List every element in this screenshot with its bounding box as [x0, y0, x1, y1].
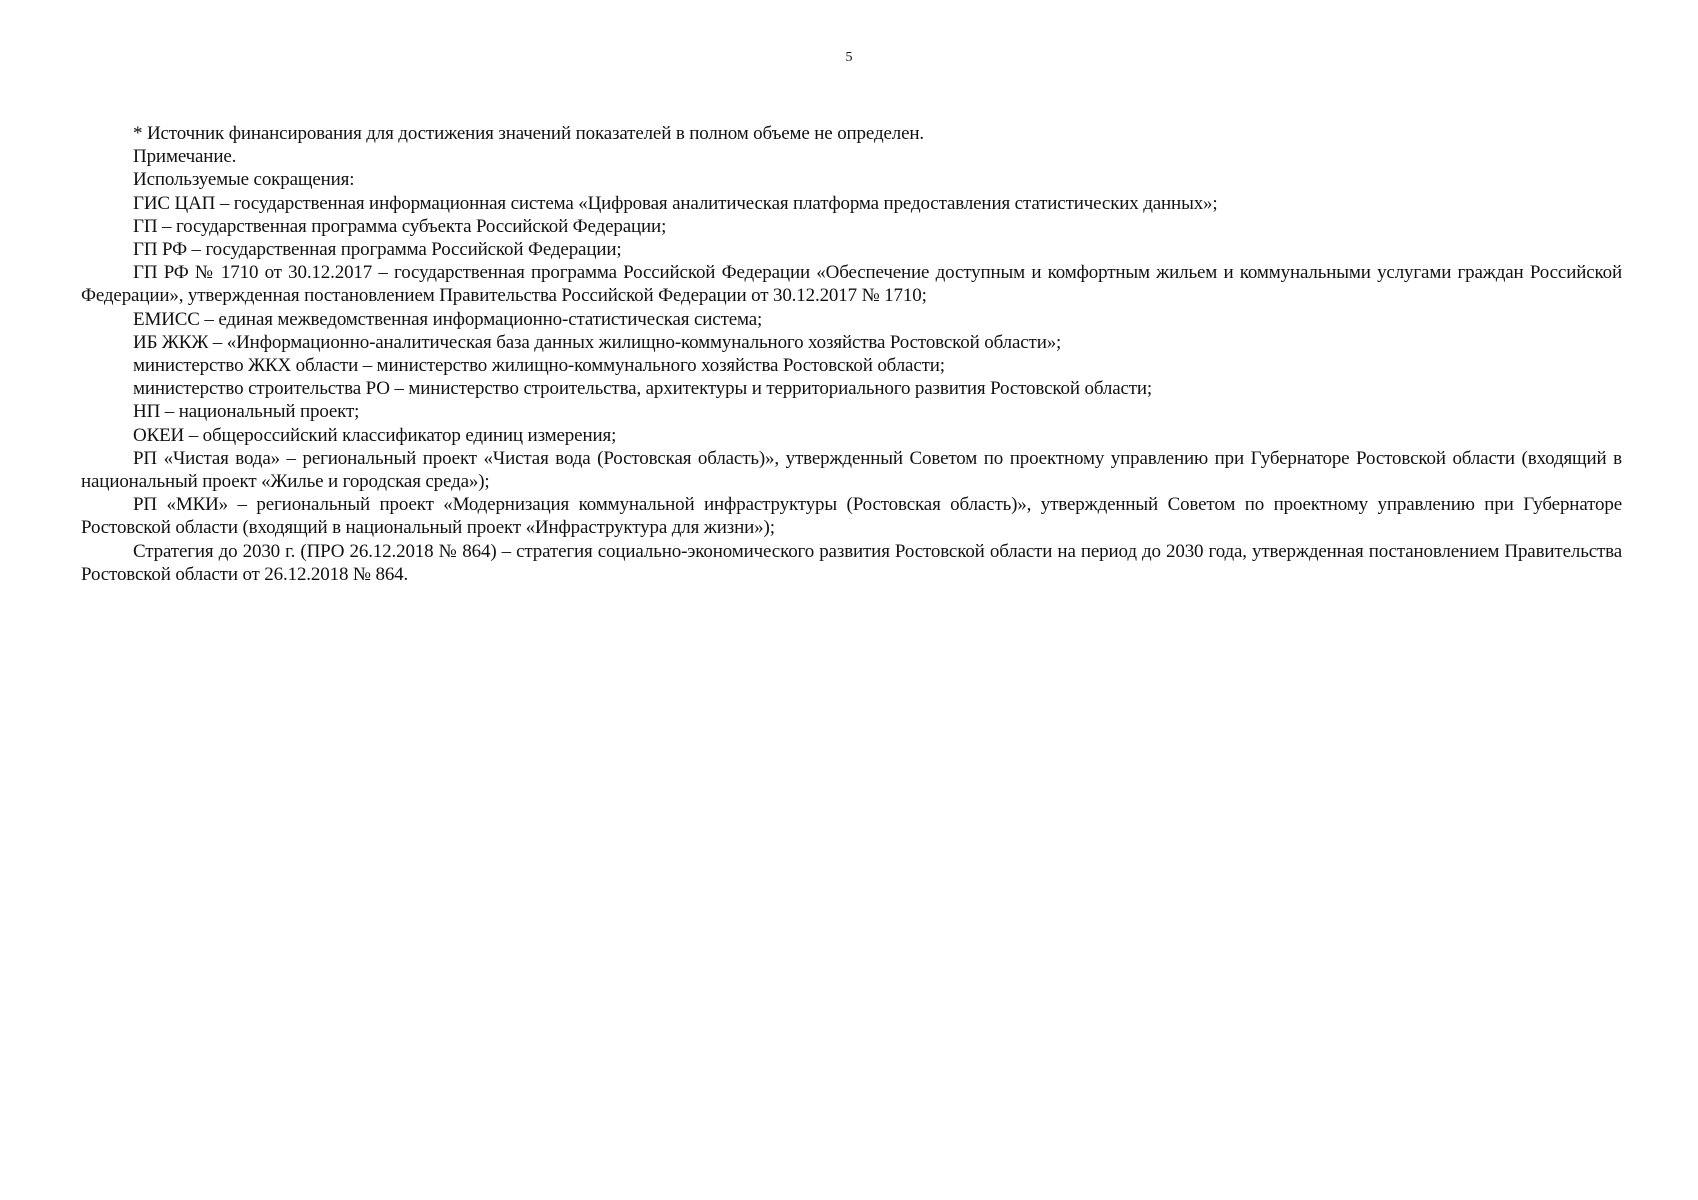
abbreviation-item: ГП РФ № 1710 от 30.12.2017 – государственная программа Российской Федерации «Обеспечение доступным и комфортным жильем и коммунальными услугами граждан Российской Федерации», утвержденная постановлением Правительства Российской Федерации от 30.12.2017 № 1710;	[81, 262, 1622, 307]
abbreviation-item: ГП РФ – государственная программа Российской Федерации;	[133, 239, 622, 261]
abbreviations-heading: Используемые сокращения:	[133, 169, 355, 191]
abbreviation-item: ГИС ЦАП – государственная информационная система «Цифровая аналитическая платформа предоставления статистических данных»;	[133, 192, 1218, 214]
abbreviation-item: НП – национальный проект;	[133, 401, 360, 423]
abbreviation-item: ОКЕИ – общероссийский классификатор единиц измерения;	[133, 424, 617, 446]
abbreviation-item: Стратегия до 2030 г. (ПРО 26.12.2018 № 864) – стратегия социально-экономического развития Ростовской области на период до 2030 года, утвержденная постановлением Правительства Ростовской области от 26.12.2018 № 864.	[81, 540, 1622, 585]
abbreviation-item: РП «МКИ» – региональный проект «Модернизация коммунальной инфраструктуры (Ростовская область)», утвержденный Советом по проектному управлению при Губернаторе Ростовской области (входящий в национальный проект «Инфраструктура для жизни»);	[81, 494, 1622, 539]
abbreviation-item: РП «Чистая вода» – региональный проект «Чистая вода (Ростовская область)», утвержденный Советом по проектному управлению при Губернаторе Ростовской области (входящий в национальный проект «Жилье и городская среда»);	[81, 447, 1622, 493]
document-body	[81, 122, 1622, 586]
abbreviation-item: министерство ЖКХ области – министерство жилищно-коммунального хозяйства Ростовской области;	[133, 355, 945, 377]
abbreviation-item: ИБ ЖКЖ – «Информационно-аналитическая база данных жилищно-коммунального хозяйства Ростовской области»;	[133, 331, 1062, 353]
abbreviation-item: ГП – государственная программа субъекта Российской Федерации;	[133, 215, 667, 237]
abbreviation-item: министерство строительства РО – министерство строительства, архитектуры и территориального развития Ростовской области;	[133, 378, 1153, 400]
note-heading: Примечание.	[133, 146, 237, 168]
abbreviation-item: ЕМИСС – единая межведомственная информационно-статистическая система;	[133, 308, 763, 330]
footnote-funding-source: * Источник финансирования для достижения значений показателей в полном объеме не определен.	[133, 123, 924, 144]
page-number: 5	[845, 50, 853, 65]
